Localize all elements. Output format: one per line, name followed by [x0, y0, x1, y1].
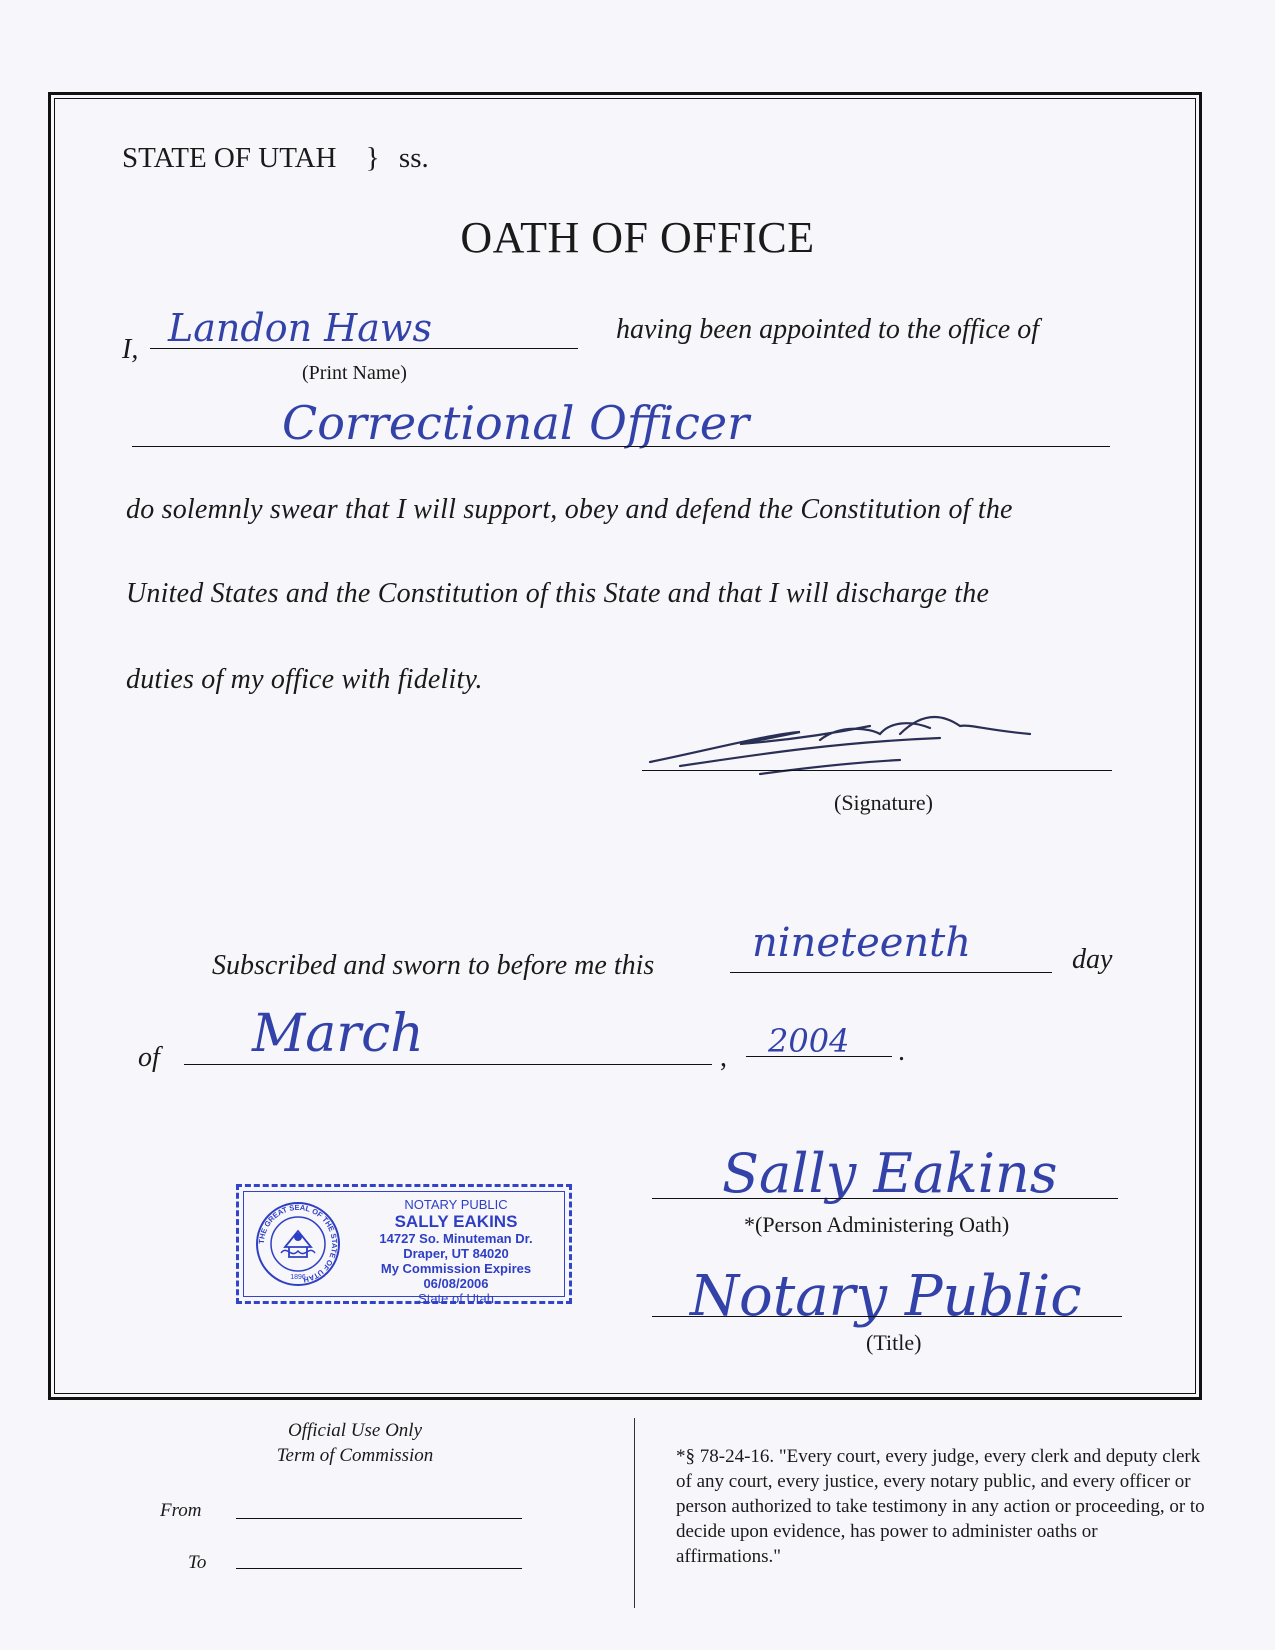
officer-signature [640, 704, 1040, 784]
seal-year: 1896 [290, 1274, 306, 1281]
ss-label: ss. [398, 142, 429, 174]
title-handwritten: Notary Public [690, 1264, 1082, 1329]
month-handwritten: March [252, 1004, 424, 1064]
person-administering-label: *(Person Administering Oath) [744, 1212, 1010, 1237]
stamp-notary-public: NOTARY PUBLIC [404, 1197, 508, 1212]
oath-body-line-3: duties of my office with fidelity. [126, 664, 483, 695]
day-label: day [1072, 944, 1113, 975]
administrator-signature: Sally Eakins [722, 1142, 1058, 1205]
office-handwritten: Correctional Officer [282, 396, 750, 450]
subscribed-text: Subscribed and sworn to before me this [212, 950, 655, 981]
title-line [652, 1316, 1122, 1317]
signature-line [642, 770, 1112, 771]
stamp-address: 14727 So. Minuteman Dr. [379, 1231, 533, 1246]
state-name: STATE OF UTAH [122, 142, 337, 174]
official-use-label: Official Use Only [287, 1420, 423, 1441]
statute-text: *§ 78-24-16. "Every court, every judge, every clerk and deputy clerk of any court, every justice, every notary public, and every officer or person authorized to take testimony in any action or proceeding, or to decide upon evidence, has power to administer oaths or affirmations." [676, 1446, 1205, 1567]
name-handwritten: Landon Haws [168, 306, 432, 350]
to-label: To [188, 1552, 207, 1573]
state-seal-icon [255, 1201, 341, 1287]
month-line [184, 1064, 712, 1065]
from-label: From [160, 1500, 202, 1521]
stamp-city: Draper, UT 84020 [403, 1246, 509, 1261]
title-label: (Title) [866, 1330, 922, 1355]
notary-stamp [236, 1184, 572, 1304]
from-line [236, 1518, 522, 1519]
appointed-text: having been appointed to the office of [616, 314, 1040, 345]
name-line [150, 348, 578, 349]
stamp-text-block [347, 1197, 565, 1306]
signature-label: (Signature) [834, 790, 933, 815]
state-header [122, 142, 429, 175]
day-handwritten: nineteenth [752, 920, 972, 966]
print-name-label: (Print Name) [302, 362, 407, 384]
administrator-line [652, 1198, 1118, 1199]
year-handwritten: 2004 [768, 1022, 850, 1060]
comma: , [720, 1042, 727, 1073]
day-line [730, 972, 1052, 973]
office-line [132, 446, 1110, 447]
page-title: OATH OF OFFICE [460, 213, 815, 262]
oath-body-line-2: United States and the Constitution of this State and that I will discharge the [126, 578, 990, 609]
to-line [236, 1568, 522, 1569]
term-of-commission-label: Term of Commission [276, 1445, 434, 1466]
stamp-name: SALLY EAKINS [394, 1212, 518, 1231]
official-use-block [230, 1418, 480, 1468]
period: . [898, 1036, 905, 1067]
i-label: I, [122, 334, 139, 365]
stamp-expires: My Commission Expires 06/08/2006 [380, 1261, 532, 1291]
oath-body-line-1: do solemnly swear that I will support, obey and defend the Constitution of the [126, 494, 1013, 525]
footer-divider [634, 1418, 635, 1608]
stamp-state: State of Utah [418, 1291, 494, 1306]
brace-symbol: } [365, 142, 380, 174]
of-label: of [138, 1042, 160, 1073]
year-line [746, 1056, 892, 1057]
seal-arc-text: THE GREAT SEAL OF THE STATE OF UTAH [256, 1202, 340, 1285]
